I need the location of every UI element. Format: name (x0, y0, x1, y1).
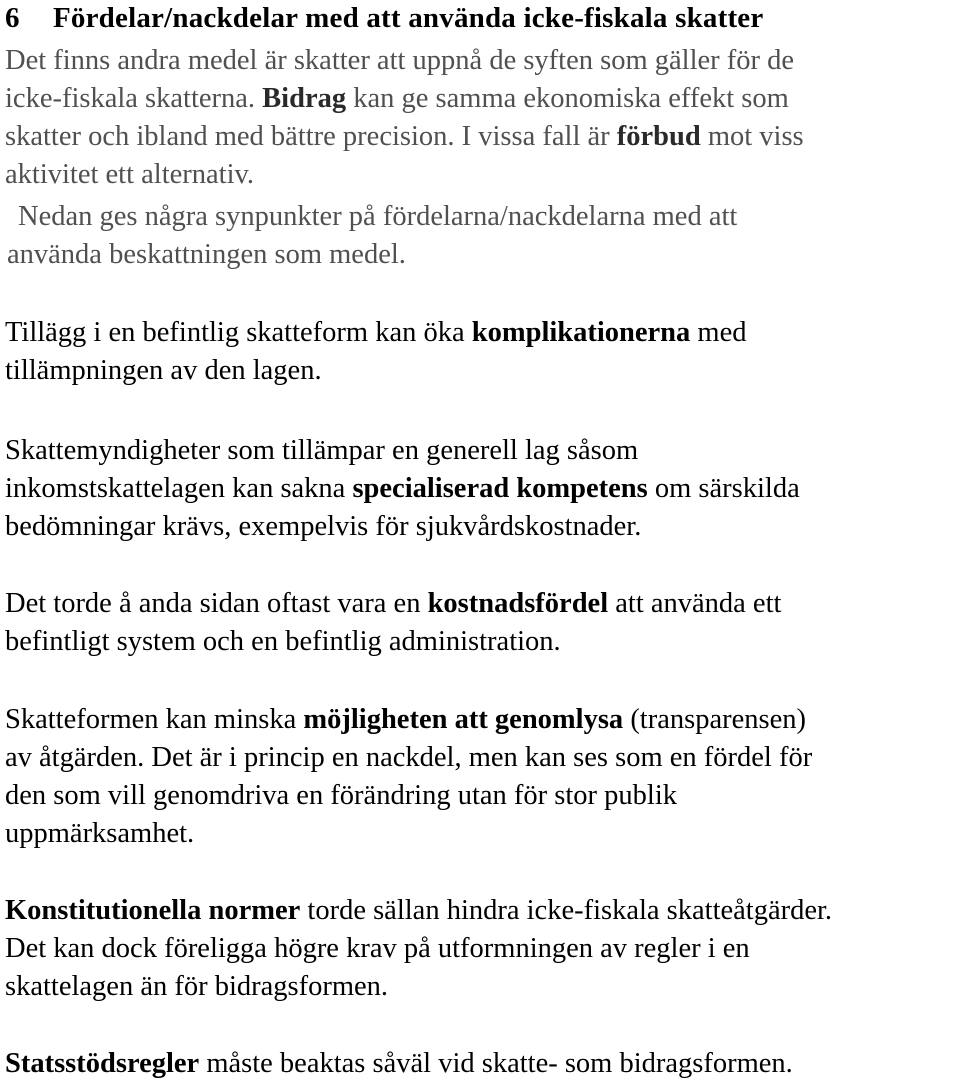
text-line: befintligt system och en befintlig administration. (5, 626, 561, 657)
text-span: mot viss (700, 121, 804, 152)
paragraph-intro (7, 198, 737, 274)
bold-term-genomlysa: möjligheten att genomlysa (303, 704, 624, 735)
paragraph-alternatives (5, 42, 804, 194)
bold-term-forbud: förbud (616, 121, 701, 152)
text-line: uppmärksamhet. (5, 818, 195, 849)
text-span: (transparensen) (623, 704, 806, 735)
text-line: Nedan ges några synpunkter på fördelarna/nackdelarna med att (18, 201, 738, 232)
paragraph-constitutional-norms (5, 892, 832, 1006)
text-span: inkomstskattelagen kan sakna (5, 473, 353, 504)
text-span: Skatteformen kan minska (5, 704, 304, 735)
bold-term-statsstodsregler: Statsstödsregler (5, 1048, 200, 1079)
text-line: av åtgärden. Det är i princip en nackdel, men kan ses som en fördel för (5, 742, 813, 773)
bold-term-kostnadsfordel: kostnadsfördel (427, 588, 609, 619)
bold-term-komplikationerna: komplikationerna (471, 317, 691, 348)
text-span: om särskilda (647, 473, 800, 504)
text-line: bedömningar krävs, exempelvis för sjukvårdskostnader. (5, 511, 642, 542)
text-line: skattelagen än för bidragsformen. (5, 971, 389, 1002)
text-span: Tillägg i en befintlig skatteform kan öka (5, 317, 472, 348)
text-span: kan ge samma ekonomiska effekt som (346, 83, 789, 114)
text-span: med (690, 317, 747, 348)
text-line (5, 118, 804, 156)
text-span: Det torde å anda sidan oftast vara en (5, 588, 428, 619)
text-line: Skattemyndigheter som tillämpar en generell lag såsom (5, 435, 639, 466)
text-span: måste beaktas såväl vid skatte- som bidragsformen. (199, 1048, 793, 1079)
text-line (5, 1045, 793, 1083)
bold-term-specialiserad-kompetens: specialiserad kompetens (352, 473, 648, 504)
text-line (5, 701, 812, 739)
paragraph-transparency (5, 701, 812, 853)
bold-term-konstitutionella-normer: Konstitutionella normer (5, 895, 301, 926)
section-heading (5, 1, 763, 35)
text-line (5, 892, 832, 930)
paragraph-state-aid (5, 1045, 793, 1083)
text-span: icke-fiskala skatterna. (5, 83, 263, 114)
text-span: torde sällan hindra icke-fiskala skatteåtgärder. (300, 895, 833, 926)
paragraph-complications (5, 314, 747, 390)
text-line: använda beskattningen som medel. (7, 239, 406, 270)
text-line: Det finns andra medel är skatter att uppnå de syften som gäller för de (5, 45, 795, 76)
section-number: 6 (5, 2, 20, 34)
text-span: att använda ett (608, 588, 782, 619)
text-line: aktivitet ett alternativ. (5, 159, 255, 190)
section-title: Fördelar/nackdelar med att använda icke-fiskala skatter (53, 2, 764, 34)
text-line (5, 80, 804, 118)
text-line: den som vill genomdriva en förändring utan för stor publik (5, 780, 677, 811)
text-line (5, 470, 800, 508)
bold-term-bidrag: Bidrag (262, 83, 347, 114)
text-line (5, 314, 747, 352)
paragraph-cost-advantage (5, 585, 781, 661)
text-line: Det kan dock föreligga högre krav på utformningen av regler i en (5, 933, 750, 964)
text-line: tillämpningen av den lagen. (5, 355, 322, 386)
paragraph-competence (5, 432, 800, 546)
text-span: skatter och ibland med bättre precision. I vissa fall är (5, 121, 617, 152)
text-line (5, 585, 781, 623)
